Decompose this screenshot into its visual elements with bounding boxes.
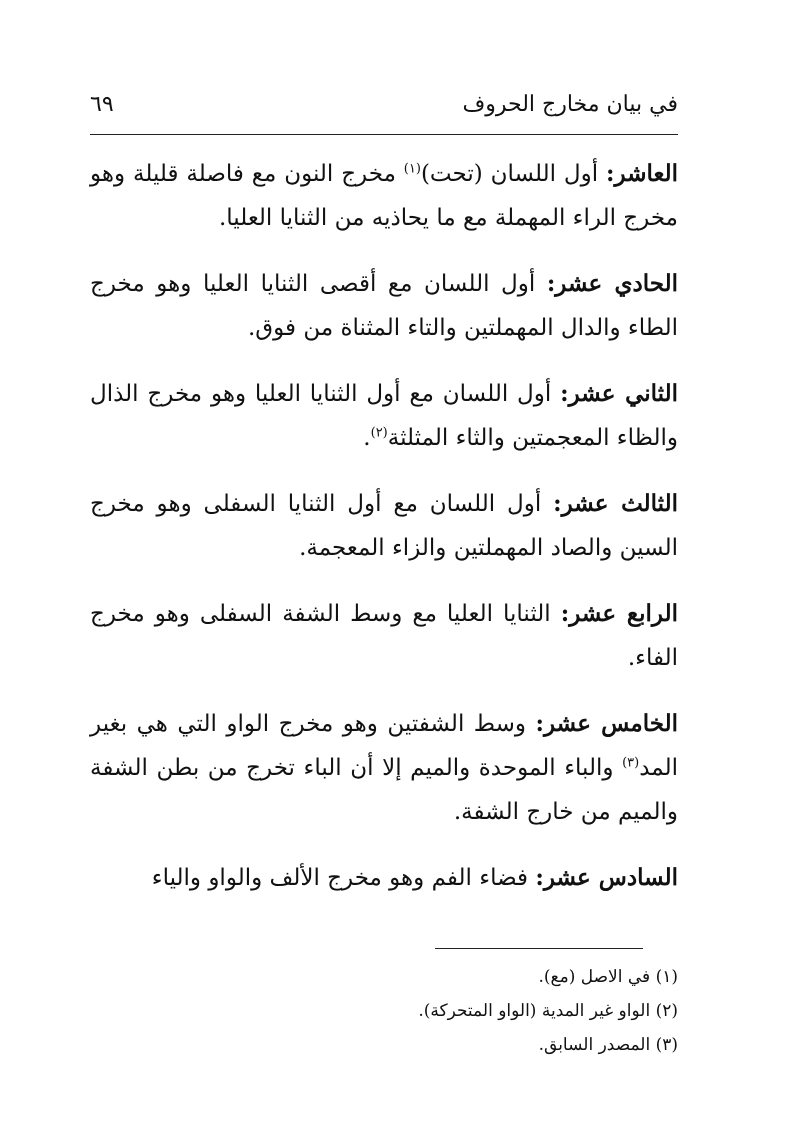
paragraph-text: الثنايا العليا مع وسط الشفة السفلى وهو مخرج الفاء. xyxy=(90,601,678,671)
running-header xyxy=(90,92,678,132)
footnote-ref: (٣) xyxy=(622,755,640,771)
paragraph-twelfth xyxy=(90,372,678,460)
main-text xyxy=(90,152,678,900)
footnote-item: (٢) الواو غير المدية (الواو المتحركة). xyxy=(418,1001,678,1021)
footnotes xyxy=(90,960,678,1062)
paragraph-term: الثالث عشر: xyxy=(553,490,679,517)
footnote-item: (١) في الاصل (مع). xyxy=(538,967,678,987)
paragraph-term: الحادي عشر: xyxy=(546,270,678,297)
paragraph-text: أول اللسان مع أول الثنايا العليا وهو مخرج الذال والظاء المعجمتين والثاء المثلثة xyxy=(90,381,678,451)
paragraph-sixteenth xyxy=(90,856,678,900)
paragraph-text: مخرج النون مع فاصلة قليلة وهو مخرج الراء المهملة مع ما يحاذيه من الثنايا العليا. xyxy=(90,161,678,231)
paragraph-term: السادس عشر: xyxy=(535,864,678,891)
paragraph-thirteenth xyxy=(90,482,678,570)
paragraph-text: وسط الشفتين وهو مخرج الواو التي هي بغير المد xyxy=(90,711,678,781)
paragraph-tenth xyxy=(90,152,678,240)
footnote-ref: (١) xyxy=(403,161,421,177)
footnote-ref: (٢) xyxy=(370,425,388,441)
paragraph-term: العاشر: xyxy=(606,160,678,187)
paragraph-term: الرابع عشر: xyxy=(560,600,678,627)
chapter-title: في بيان مخارج الحروف xyxy=(462,92,678,117)
paragraph-text: والباء الموحدة والميم إلا أن الباء تخرج من بطن الشفة والميم من خارج الشفة. xyxy=(90,755,678,825)
paragraph-text: . xyxy=(363,425,371,451)
footnote-item: (٣) المصدر السابق. xyxy=(538,1035,678,1055)
paragraph-text: أول اللسان مع أول الثنايا السفلى وهو مخرج السين والصاد المهملتين والزاء المعجمة. xyxy=(90,491,678,561)
paragraph-text: أول اللسان مع أقصى الثنايا العليا وهو مخرج الطاء والدال المهملتين والتاء المثناة من فوق. xyxy=(90,271,678,341)
paragraph-fifteenth xyxy=(90,702,678,834)
header-divider xyxy=(90,134,678,135)
paragraph-term: الثاني عشر: xyxy=(560,380,678,407)
paragraph-text: فضاء الفم وهو مخرج الألف والواو والياء xyxy=(151,865,536,891)
paragraph-eleventh xyxy=(90,262,678,350)
paragraph-text: أول اللسان (تحت) xyxy=(420,161,607,187)
footnote-divider xyxy=(435,948,643,949)
paragraph-fourteenth xyxy=(90,592,678,680)
paragraph-term: الخامس عشر: xyxy=(535,710,678,737)
page-number: ٦٩ xyxy=(90,92,114,117)
